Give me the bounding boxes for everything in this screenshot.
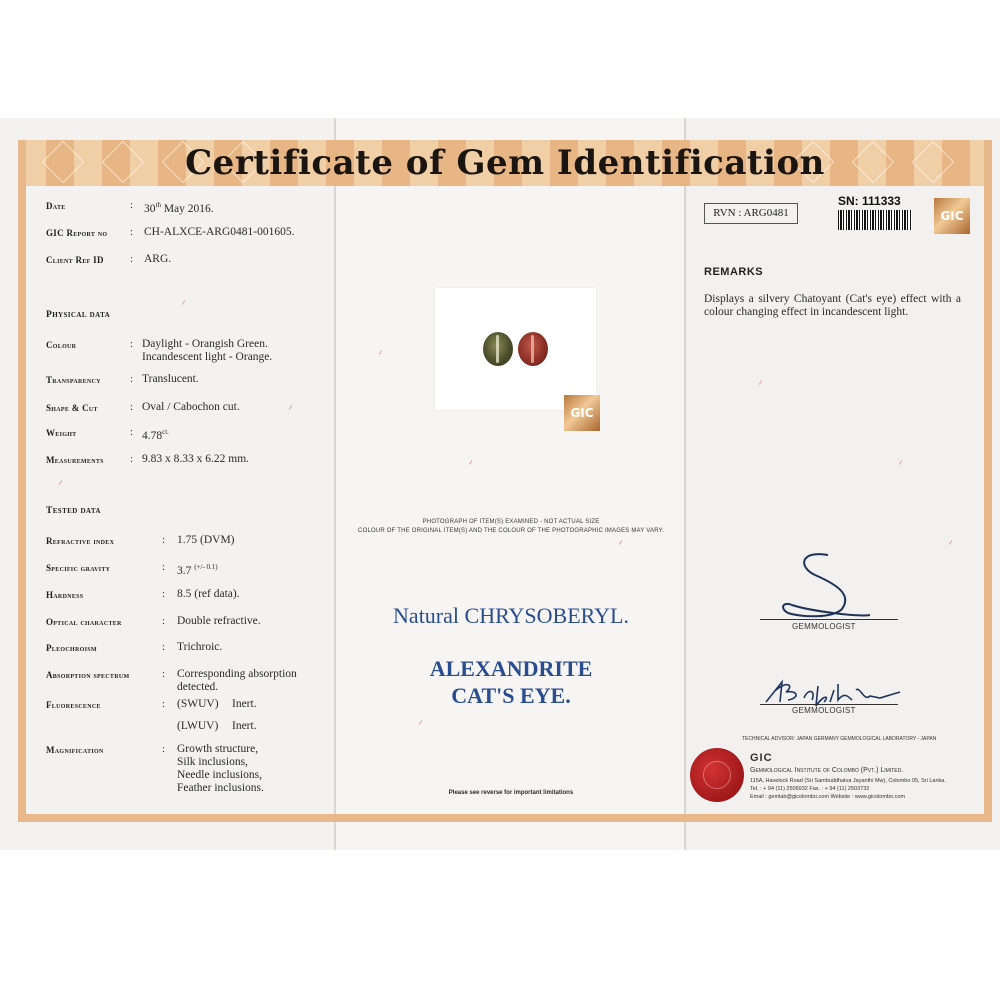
client-ref-value: ARG.	[144, 253, 172, 265]
absorption-spectrum-label: Absorption spectrum	[46, 670, 130, 680]
transparency-label: Transparency	[46, 375, 101, 385]
separator: :	[162, 615, 166, 627]
physical-data-heading: Physical data	[46, 310, 111, 320]
middle-panel	[336, 118, 686, 850]
rvn-box: RVN : ARG0481	[704, 203, 798, 224]
remarks-text: Displays a silvery Chatoyant (Cat's eye) effect with a colour changing effect in incandescent light.	[704, 293, 961, 318]
page-title: Certificate of Gem Identification	[185, 143, 825, 183]
client-ref-label: Client Ref ID	[46, 255, 104, 265]
date-label: Date	[46, 201, 66, 211]
separator: :	[130, 373, 134, 385]
barcode	[838, 210, 912, 230]
swuv-label: (SWUV)	[177, 698, 219, 710]
refractive-index-value: 1.75 (DVM)	[177, 534, 235, 546]
hologram-sticker: GIC	[934, 198, 970, 234]
signature-line	[760, 619, 898, 620]
measurements-value: 9.83 x 8.33 x 6.22 mm.	[142, 453, 250, 465]
gemmologist-label: GEMMOLOGIST	[792, 622, 856, 631]
separator: :	[162, 668, 166, 680]
remarks-heading: REMARKS	[704, 266, 764, 278]
separator: :	[130, 453, 134, 465]
tested-data-heading: Tested data	[46, 506, 101, 516]
hologram-sticker: GIC	[564, 395, 600, 431]
photo-caption: COLOUR OF THE ORIGINAL ITEM(S) AND THE COLOUR OF THE PHOTOGRAPHIC IMAGES MAY VARY.	[358, 528, 664, 534]
species-title: Natural CHRYSOBERYL.	[393, 603, 629, 628]
shape-cut-value: Oval / Cabochon cut.	[142, 401, 240, 413]
separator: :	[130, 226, 134, 238]
refractive-index-label: Refractive index	[46, 536, 115, 546]
optical-character-value: Double refractive.	[177, 615, 261, 627]
org-email: Email : gemlab@gicolombo.com Website : www.gicolombo.com	[750, 794, 905, 800]
shape-cut-label: Shape & Cut	[46, 403, 98, 413]
limitations-note: Please see reverse for important limitations	[448, 790, 574, 796]
date-value: 30th May 2016.	[144, 201, 214, 215]
optical-character-label: Optical character	[46, 617, 122, 627]
org-phone: Tel. : + 94 (11) 2506932 Fax. : + 94 (11) 2503732	[750, 786, 870, 792]
weight-value: $4.78^{ct.}$	[142, 428, 169, 442]
absorption-spectrum-value: Corresponding absorption detected.	[177, 668, 297, 693]
report-number-value: CH-ALXCE-ARG0481-001605.	[144, 226, 295, 238]
separator: :	[162, 743, 166, 755]
pleochroism-label: Pleochroism	[46, 643, 97, 653]
separator: :	[162, 561, 166, 573]
separator: :	[130, 199, 134, 211]
separator: :	[162, 641, 166, 653]
fluorescence-label: Fluorescence	[46, 700, 101, 710]
serial-number: SN: 111333	[838, 194, 901, 208]
org-short-name: GIC	[750, 752, 773, 764]
separator: :	[162, 588, 166, 600]
colour-value: Daylight - Orangish Green. Incandescent light - Orange.	[142, 338, 273, 363]
pleochroism-value: Trichroic.	[177, 641, 223, 653]
hardness-label: Hardness	[46, 590, 84, 600]
separator: :	[162, 534, 166, 546]
gem-photograph	[435, 288, 596, 410]
separator: :	[130, 338, 134, 350]
magnification-label: Magnification	[46, 745, 104, 755]
photo-caption: PHOTOGRAPH OF ITEM(S) EXAMINED - NOT ACTUAL SIZE	[422, 519, 600, 525]
signature-1	[760, 545, 910, 625]
variety-title: ALEXANDRITE	[429, 656, 593, 681]
report-number-label: GIC Report no	[46, 228, 108, 238]
gem-daylight-image	[483, 332, 513, 366]
separator: :	[130, 253, 134, 265]
gem-incandescent-image	[518, 332, 548, 366]
lwuv-value: Inert.	[232, 720, 257, 732]
specific-gravity-value: 3.7 $^{(+/- 0.1)}$	[177, 563, 218, 577]
separator: :	[130, 401, 134, 413]
hardness-value: 8.5 (ref data).	[177, 588, 240, 600]
transparency-value: Translucent.	[142, 373, 199, 385]
specific-gravity-label: Specific gravity	[46, 563, 111, 573]
fold-line	[334, 118, 336, 850]
org-name: Gemmological Institute of Colombo (Pvt.) Limited.	[750, 767, 904, 774]
signature-line	[760, 704, 898, 705]
technical-advisor-note: TECHNICAL ADVISOR: JAPAN GERMANY GEMMOLOGICAL LABORATORY - JAPAN	[742, 736, 937, 742]
swuv-value: Inert.	[232, 698, 257, 710]
wax-seal-emblem	[703, 761, 731, 789]
org-address: 115A, Havelock Road (Sri Sambuddhatva Jayanthi Mw), Colombo 05, Sri Lanka.	[750, 778, 946, 784]
gemmologist-label: GEMMOLOGIST	[792, 706, 856, 715]
measurements-label: Measurements	[46, 455, 104, 465]
magnification-value: Growth structure, Silk inclusions, Needle inclusions, Feather inclusions.	[177, 743, 264, 794]
variety-title: CAT'S EYE.	[451, 683, 571, 708]
fold-line	[684, 118, 686, 850]
colour-label: Colour	[46, 340, 77, 350]
separator: :	[130, 426, 134, 438]
weight-label: Weight	[46, 428, 77, 438]
lwuv-label: (LWUV)	[177, 720, 219, 732]
separator: :	[162, 698, 166, 710]
